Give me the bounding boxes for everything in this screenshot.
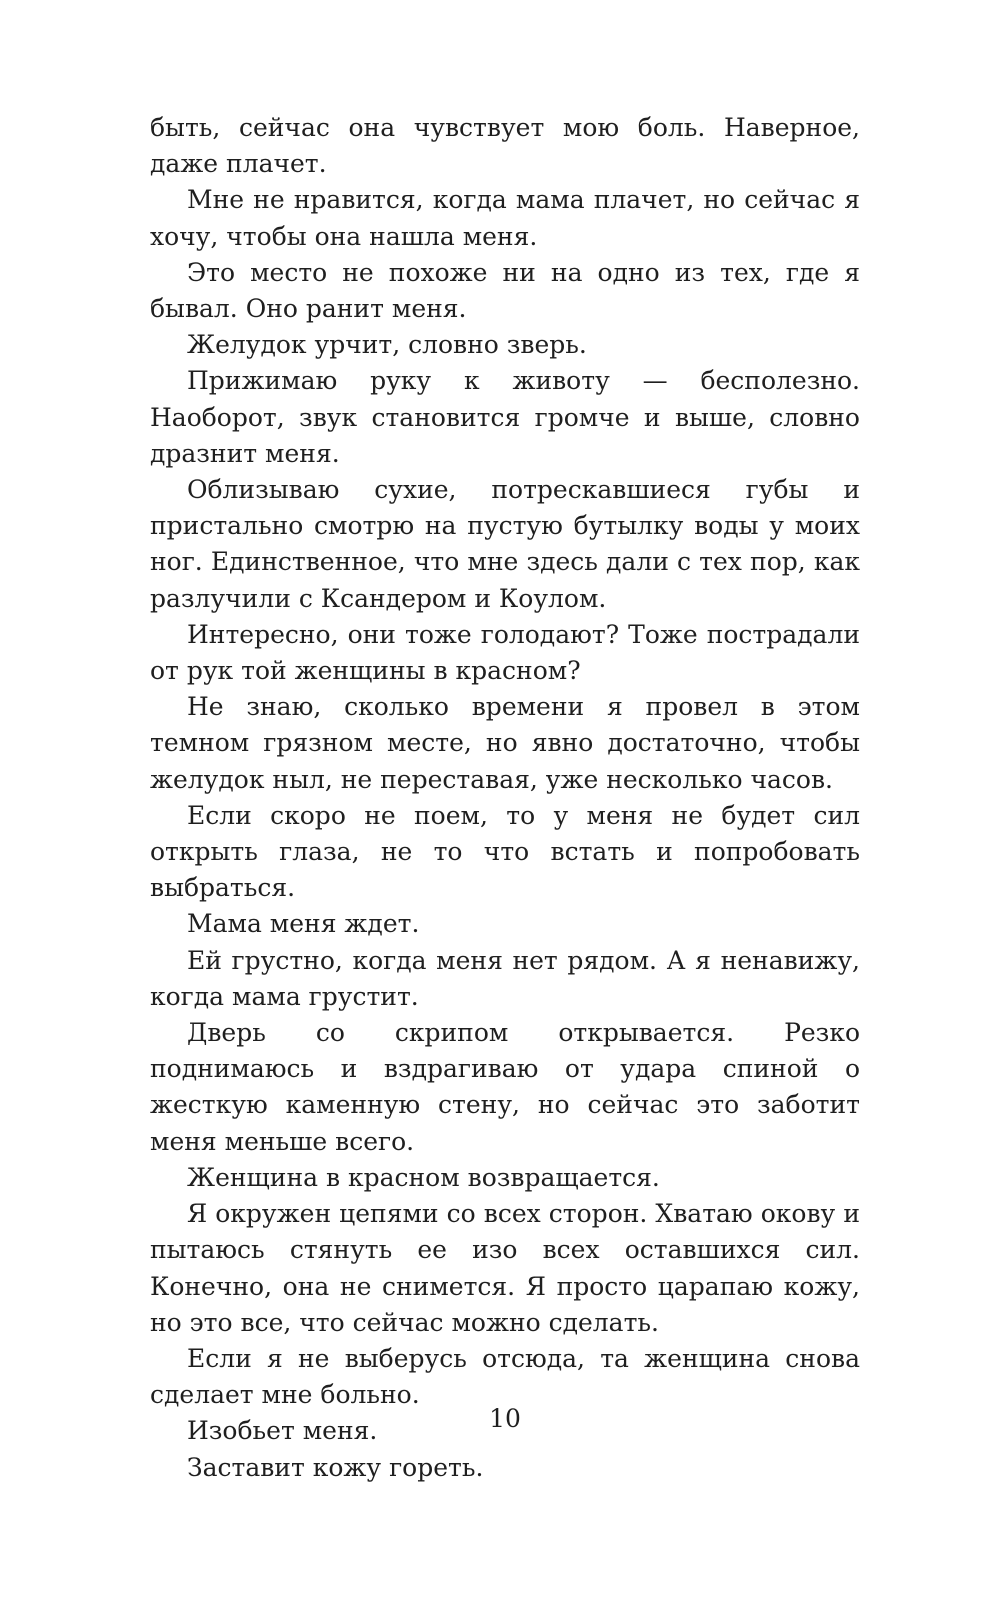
paragraph: Я окружен цепями со всех сторон. Хватаю окову и пытаюсь стянуть ее изо всех оставшихся сил. Конечно, она не снимется. Я просто царапаю кожу, но это все, что сейчас можно сделать.: [150, 1199, 860, 1337]
paragraph: Если я не выберусь отсюда, та женщина снова сделает мне больно.: [150, 1343, 860, 1410]
paragraph: Мама меня ждет.: [187, 909, 420, 939]
paragraph: Мне не нравится, когда мама плачет, но сейчас я хочу, чтобы она нашла меня.: [150, 185, 860, 251]
paragraph: Облизываю сухие, потрескавшиеся губы и пристально смотрю на пустую бутылку воды у моих ног. Единственное, что мне здесь дали с тех пор, как разлучили с Ксандером и Коулом.: [150, 475, 860, 613]
page-number: 10: [489, 1404, 521, 1433]
paragraph-continued: быть, сейчас она чувствует мою боль. Наверное, даже плачет.: [150, 113, 860, 179]
paragraph: Ей грустно, когда меня нет рядом. А я ненавижу, когда мама грустит.: [150, 945, 860, 1011]
paragraph: Женщина в красном возвращается.: [187, 1162, 660, 1192]
paragraph: Прижимаю руку к животу — бесполезно. Наоборот, звук становится громче и выше, словно дразнит меня.: [150, 366, 860, 468]
paragraph: Не знаю, сколько времени я провел в этом темном грязном месте, но явно достаточно, чтобы желудок ныл, не переставая, уже несколько часов.: [150, 692, 860, 794]
paragraph: Заставит кожу гореть.: [187, 1452, 484, 1482]
body-text: [150, 110, 860, 1486]
paragraph: Это место не похоже ни на одно из тех, где я бывал. Оно ранит меня.: [150, 257, 860, 324]
paragraph: Если скоро не поем, то у меня не будет сил открыть глаза, не то что встать и попробовать выбраться.: [150, 800, 860, 903]
paragraph: Изобьет меня.: [187, 1416, 378, 1446]
paragraph: Интересно, они тоже голодают? Тоже пострадали от рук той женщины в красном?: [150, 619, 860, 686]
paragraph: Дверь со скрипом открывается. Резко поднимаюсь и вздрагиваю от удара спиной о жесткую каменную стену, но сейчас это заботит меня меньше всего.: [150, 1018, 860, 1156]
paragraph: Желудок урчит, словно зверь.: [187, 330, 587, 360]
